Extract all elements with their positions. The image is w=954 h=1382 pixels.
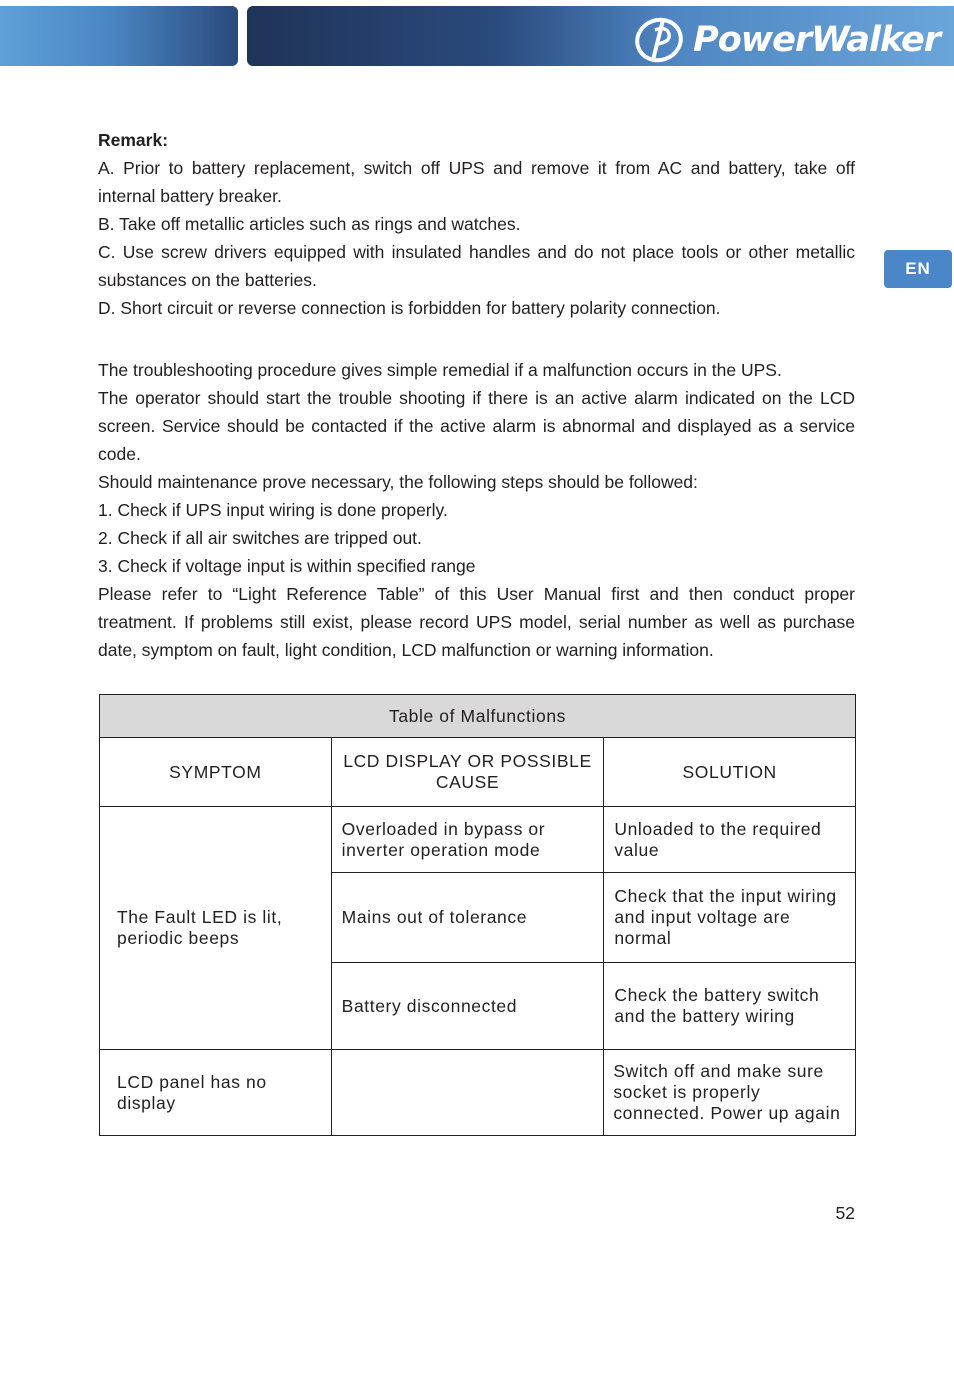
- page-number: 52: [835, 1203, 855, 1223]
- troubleshooting-step: 3. Check if voltage input is within specified range: [98, 556, 476, 576]
- table-row: [100, 1050, 856, 1136]
- brand-logo: [633, 16, 940, 64]
- cause-cell: [331, 1050, 604, 1136]
- troubleshooting-paragraph: Please refer to “Light Reference Table” of this User Manual first and then conduct proper treatment. If problems still exist, please record UPS model, serial number as well as purchase date, symptom on fault, light condition, LCD malfunction or warning information.: [98, 584, 855, 660]
- solution-cell: [604, 807, 856, 873]
- page-content: [98, 126, 855, 664]
- symptom-cell: [100, 807, 332, 1050]
- power-swirl-icon: [633, 16, 689, 64]
- troubleshooting-paragraph: The operator should start the trouble shooting if there is an active alarm indicated on the LCD screen. Service should be contacted if the active alarm is abnormal and displayed as a service code.: [98, 388, 855, 464]
- solution-cell: [604, 1050, 856, 1136]
- header-bar-right: [247, 6, 954, 66]
- solution-text: Check that the input wiring and input voltage are normal: [614, 886, 837, 948]
- remark-item: B. Take off metallic articles such as rings and watches.: [98, 214, 521, 234]
- cause-cell: [331, 807, 604, 873]
- solution-text: Switch off and make sure socket is properly connected. Power up again: [613, 1061, 841, 1123]
- remark-item: D. Short circuit or reverse connection is forbidden for battery polarity connection.: [98, 298, 721, 318]
- cause-text: Mains out of tolerance: [341, 907, 528, 927]
- table-row: [100, 807, 856, 873]
- header-bar-left: [0, 6, 238, 66]
- solution-text: Check the battery switch and the battery wiring: [614, 985, 820, 1026]
- solution-cell: [604, 963, 856, 1050]
- solution-text: Unloaded to the required value: [614, 818, 822, 860]
- symptom-text: LCD panel has no display: [117, 1071, 267, 1113]
- troubleshooting-paragraph: Should maintenance prove necessary, the following steps should be followed:: [98, 472, 698, 492]
- remark-item: C. Use screw drivers equipped with insulated handles and do not place tools or other metallic substances on the batteries.: [98, 242, 855, 290]
- symptom-cell: [100, 1050, 332, 1136]
- cause-cell: [331, 963, 604, 1050]
- table-title: Table of Malfunctions: [100, 695, 856, 738]
- language-tab[interactable]: EN: [884, 250, 952, 288]
- symptom-text: The Fault LED is lit, periodic beeps: [117, 907, 283, 948]
- troubleshooting-step: 1. Check if UPS input wiring is done properly.: [98, 500, 448, 520]
- header-cause: LCD DISPLAY OR POSSIBLE CAUSE: [331, 738, 604, 807]
- cause-text: Overloaded in bypass or inverter operation mode: [341, 818, 546, 860]
- malfunctions-table: [99, 694, 856, 1136]
- header-symptom: SYMPTOM: [100, 738, 332, 807]
- troubleshooting-step: 2. Check if all air switches are tripped out.: [98, 528, 422, 548]
- header-solution: SOLUTION: [604, 738, 856, 807]
- troubleshooting-paragraph: The troubleshooting procedure gives simple remedial if a malfunction occurs in the UPS.: [98, 360, 782, 380]
- remark-title: Remark:: [98, 130, 169, 150]
- cause-text: Battery disconnected: [341, 995, 518, 1016]
- remark-item: A. Prior to battery replacement, switch off UPS and remove it from AC and battery, take off internal battery breaker.: [98, 158, 855, 206]
- brand-name: PowerWalker: [693, 20, 940, 60]
- cause-cell: [331, 873, 604, 963]
- solution-cell: [604, 873, 856, 963]
